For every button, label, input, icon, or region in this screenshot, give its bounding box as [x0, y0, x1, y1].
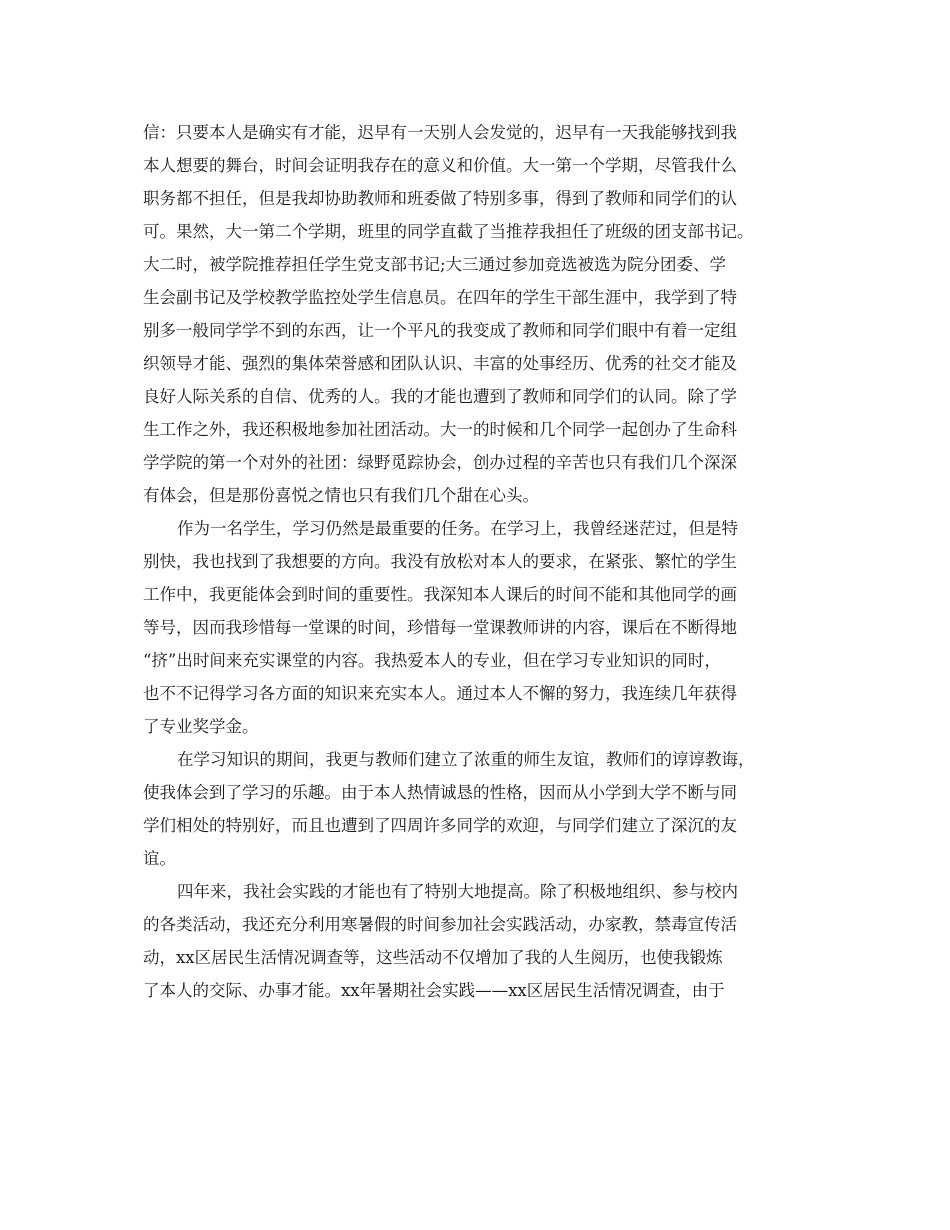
text-line: “挤”出时间来充实课堂的内容。我热爱本人的专业，但在学习专业知识的同时， — [143, 651, 721, 670]
text-line: 别快，我也找到了我想要的方向。我没有放松对本人的要求，在紧张、繁忙的学生 — [143, 552, 737, 571]
text-line: 职务都不担任，但是我却协助教师和班委做了特别多事，得到了教师和同学们的认 — [143, 189, 737, 208]
text-line: 织领导才能、强烈的集体荣誉感和团队认识、丰富的处事经历、优秀的社交才能及 — [143, 354, 737, 373]
text-line: 学学院的第一个对外的社团：绿野觅踪协会，创办过程的辛苦也只有我们几个深深 — [143, 453, 737, 472]
text-line: 学们相处的特别好，而且也遭到了四周许多同学的欢迎，与同学们建立了深沉的友 — [143, 816, 737, 835]
text-line: 谊。 — [143, 849, 176, 868]
text-line: 信：只要本人是确实有才能，迟早有一天别人会发觉的，迟早有一天我能够找到我 — [143, 123, 737, 142]
text-line: 良好人际关系的自信、优秀的人。我的才能也遭到了教师和同学们的认同。除了学 — [143, 387, 737, 406]
text-line: 可。果然，大一第二个学期，班里的同学直截了当推荐我担任了班级的团支部书记。 — [143, 222, 754, 241]
text-line: 使我体会到了学习的乐趣。由于本人热情诚恳的性格，因而从小学到大学不断与同 — [143, 783, 737, 802]
text-line: 生会副书记及学校教学监控处学生信息员。在四年的学生干部生涯中，我学到了特 — [143, 288, 737, 307]
text-line: 的各类活动，我还充分利用寒暑假的时间参加社会实践活动，办家教，禁毒宣传活 — [143, 915, 737, 934]
text-line: 动，xx区居民生活情况调查等，这些活动不仅增加了我的人生阅历，也使我锻炼 — [143, 948, 723, 967]
text-line: 也不不记得学习各方面的知识来充实本人。通过本人不懈的努力，我连续几年获得 — [143, 684, 737, 703]
text-line: 四年来，我社会实践的才能也有了特别大地提高。除了积极地组织、参与校内 — [177, 882, 738, 901]
document-body — [143, 116, 823, 1007]
paragraph-3 — [143, 743, 823, 875]
text-line: 了本人的交际、办事才能。xx年暑期社会实践——xx区居民生活情况调查，由于 — [143, 981, 725, 1000]
text-line: 了专业奖学金。 — [143, 717, 259, 736]
paragraph-1 — [143, 116, 823, 512]
text-line: 别多一般同学学不到的东西，让一个平凡的我变成了教师和同学们眼中有着一定组 — [143, 321, 737, 340]
text-line: 本人想要的舞台，时间会证明我存在的意义和价值。大一第一个学期，尽管我什么 — [143, 156, 737, 175]
text-line: 生工作之外，我还积极地参加社团活动。大一的时候和几个同学一起创办了生命科 — [143, 420, 737, 439]
text-line: 有体会，但是那份喜悦之情也只有我们几个甜在心头。 — [143, 486, 539, 505]
text-line: 工作中，我更能体会到时间的重要性。我深知本人课后的时间不能和其他同学的画 — [143, 585, 737, 604]
text-line: 在学习知识的期间，我更与教师们建立了浓重的师生友谊，教师们的谆谆教诲， — [177, 750, 755, 769]
text-line: 等号，因而我珍惜每一堂课的时间，珍惜每一堂课教师讲的内容，课后在不断得地 — [143, 618, 737, 637]
text-line: 大二时，被学院推荐担任学生党支部书记;大三通过参加竞选被选为院分团委、学 — [143, 255, 727, 274]
paragraph-4 — [143, 875, 823, 1007]
paragraph-2 — [143, 512, 823, 743]
text-line: 作为一名学生，学习仍然是最重要的任务。在学习上，我曾经迷茫过，但是特 — [177, 519, 738, 538]
